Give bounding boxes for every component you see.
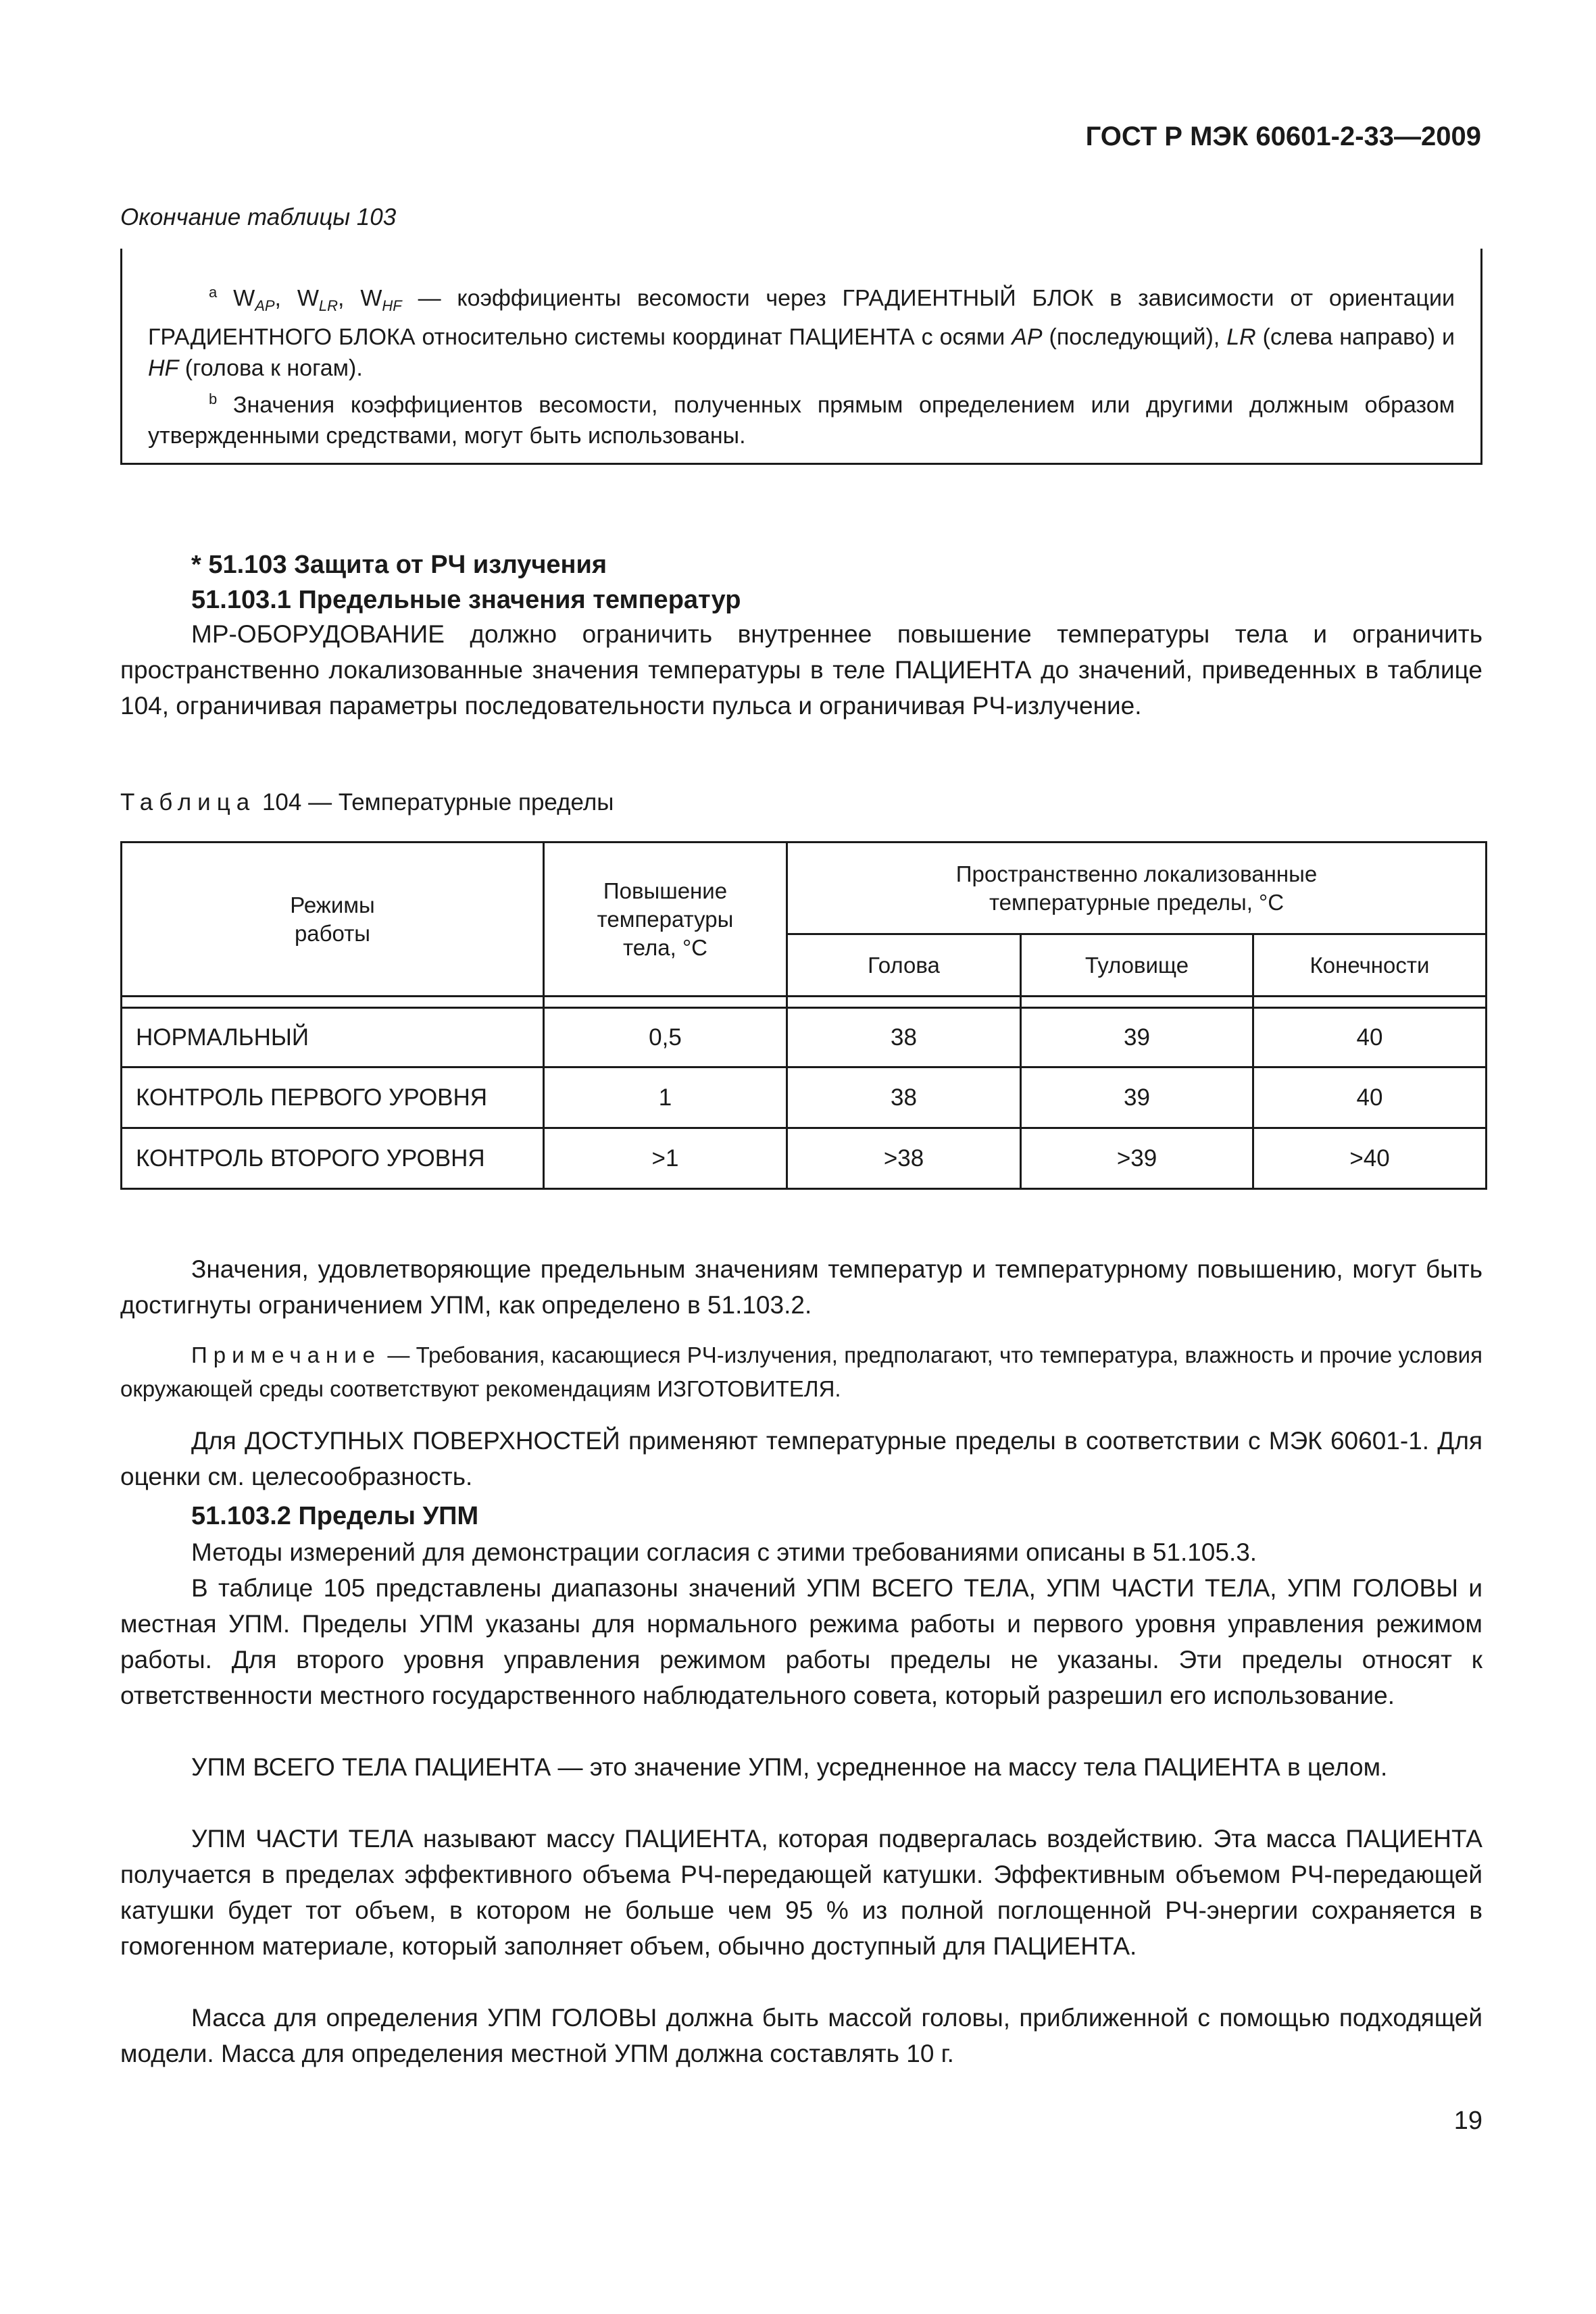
paragraph-partial-body-upm: УПМ ЧАСТИ ТЕЛА называют массу ПАЦИЕНТА, которая подвергалась воздействию. Эта масса ПАЦИЕНТА получается в пределах эффективного объема РЧ-передающей катушки. Эффективным объемом РЧ-передающей катушки будет тот объем, в котором не больше чем 95 % из полной поглощенной РЧ-энергии сохраняется в гомогенном материале, который заполняет объем, обычно доступный для ПАЦИЕНТА. [120, 1825, 1482, 1960]
paragraph-temperature-limits: МР-ОБОРУДОВАНИЕ должно ограничить внутреннее повышение температуры тела и ограничить пространственно локализованные значения температуры в теле ПАЦИЕНТА до значений, приведенных в таблице 104, ограничивая параметры последовательности пульса и ограничивая РЧ-излучение. [120, 620, 1482, 720]
paragraph-table-105-ranges: В таблице 105 представлены диапазоны значений УПМ ВСЕГО ТЕЛА, УПМ ЧАСТИ ТЕЛА, УПМ ГОЛОВЫ и местная УПМ. Пределы УПМ указаны для нормального режима работы и первого уровня управления режимом работы. Для второго уровня управления режимом работы пределы не указаны. Эти пределы относят к ответственности местного государственного наблюдательного совета, который разрешил его использование. [120, 1574, 1482, 1709]
cell-head: >38 [787, 1128, 1021, 1189]
cell-mode: КОНТРОЛЬ ПЕРВОГО УРОВНЯ [122, 1067, 544, 1128]
paragraph-measurement-methods: Методы измерений для демонстрации согласия с этими требованиями описаны в 51.105.3. [191, 1538, 1257, 1566]
subsection-heading-51-103-1: 51.103.1 Предельные значения температур [191, 586, 741, 614]
table-row [122, 1067, 1487, 1128]
temperature-limits-table [120, 841, 1487, 1190]
cell-limbs: >40 [1253, 1128, 1487, 1189]
cell-torso: >39 [1021, 1128, 1253, 1189]
cell-head: 38 [787, 1067, 1021, 1128]
column-header-head: Голова [787, 934, 1021, 997]
note-rf-radiation: Примечание — Требования, касающиеся РЧ-излучения, предполагают, что температура, влажность и прочие условия окружающей среды соответствуют рекомендациям ИЗГОТОВИТЕЛЯ. [120, 1342, 1482, 1401]
paragraph-upm-limit: Значения, удовлетворяющие предельным значениям температур и температурному повышению, могут быть достигнуты ограничением УПМ, как определено в 51.103.2. [120, 1255, 1482, 1319]
standard-designation: ГОСТ Р МЭК 60601-2-33—2009 [1085, 122, 1481, 151]
cell-rise: 1 [544, 1067, 787, 1128]
section-heading-51-103: * 51.103 Защита от РЧ излучения [191, 551, 607, 579]
cell-rise: >1 [544, 1128, 787, 1189]
table-103-notes-box [120, 249, 1482, 465]
cell-mode: НОРМАЛЬНЫЙ [122, 1008, 544, 1067]
footnote-a: $^a$ $W_{AP}$, $W_{LR}$, $W_{HF}$ — коэффициенты весомости через ГРАДИЕНТНЫЙ БЛОК в зависимости от ориентации ГРАДИЕНТНОГО БЛОКА относительно системы координат ПАЦИЕНТА с осями AP (последующий), LR (слева направо) и HF (голова к ногам). [148, 284, 1455, 382]
table-continuation-caption: Окончание таблицы 103 [120, 204, 397, 230]
table-row [122, 1008, 1487, 1067]
cell-head: 38 [787, 1008, 1021, 1067]
column-header-modes: Режимы работы [122, 842, 544, 997]
paragraph-whole-body-upm: УПМ ВСЕГО ТЕЛА ПАЦИЕНТА — это значение УПМ, усредненное на массу тела ПАЦИЕНТА в целом. [191, 1753, 1388, 1781]
cell-torso: 39 [1021, 1008, 1253, 1067]
table-row [122, 1128, 1487, 1189]
column-header-body-temp-rise: Повышение температуры тела, °С [544, 842, 787, 997]
subsection-heading-51-103-2: 51.103.2 Пределы УПМ [191, 1502, 479, 1530]
column-header-local-limits: Пространственно локализованные температурные пределы, °С [787, 842, 1487, 934]
column-header-limbs: Конечности [1253, 934, 1487, 997]
paragraph-head-upm-mass: Масса для определения УПМ ГОЛОВЫ должна быть массой головы, приближенной с помощью подходящей модели. Масса для определения местной УПМ должна составлять 10 г. [120, 2004, 1482, 2067]
cell-limbs: 40 [1253, 1067, 1487, 1128]
cell-torso: 39 [1021, 1067, 1253, 1128]
page-number: 19 [1453, 2107, 1482, 2135]
cell-mode: КОНТРОЛЬ ВТОРОГО УРОВНЯ [122, 1128, 544, 1189]
cell-rise: 0,5 [544, 1008, 787, 1067]
cell-limbs: 40 [1253, 1008, 1487, 1067]
table-104-caption: Таблица 104 — Температурные пределы [120, 789, 614, 815]
footnote-b: $^b$ Значения коэффициентов весомости, полученных прямым определением или другими должным образом утвержденными средствами, могут быть использованы. [148, 391, 1455, 449]
column-header-torso: Туловище [1021, 934, 1253, 997]
paragraph-accessible-surfaces: Для ДОСТУПНЫХ ПОВЕРХНОСТЕЙ применяют температурные пределы в соответствии с МЭК 60601-1. Для оценки см. целесообразность. [120, 1427, 1482, 1490]
